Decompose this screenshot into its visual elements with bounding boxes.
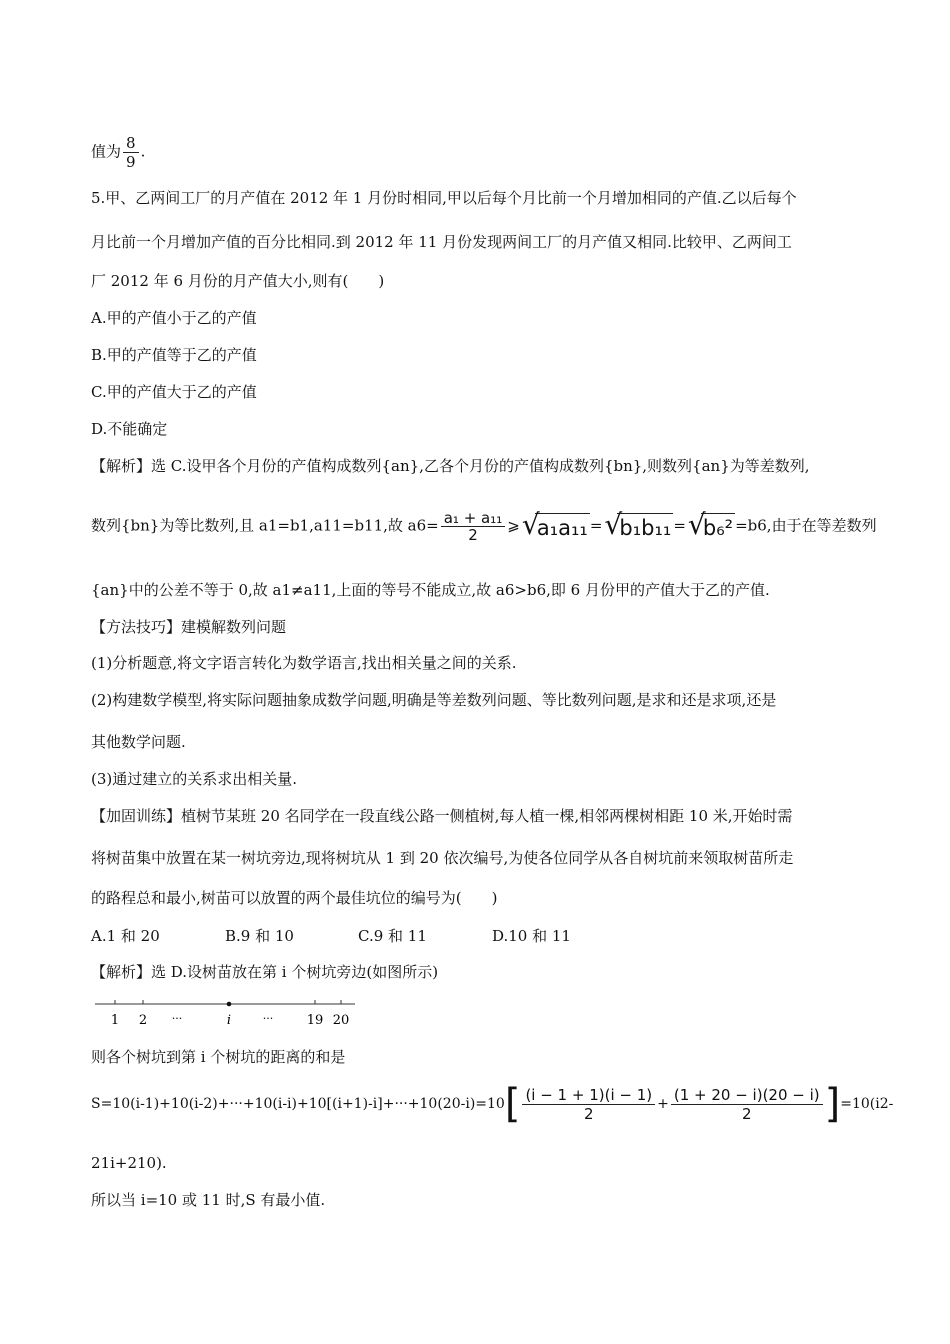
label-dots-right: ···: [262, 1012, 274, 1025]
q5-line-1: 5.甲、乙两间工厂的月产值在 2012 年 1 月份时相同,甲以后每个月比前一个月增加相同的产值.乙以后每个: [91, 189, 797, 207]
right-bracket: ]: [824, 1081, 841, 1127]
sqrt-b1b11: √ b₁b₁₁: [604, 508, 672, 541]
analysis2-line-2: 则各个树坑到第 i 个树坑的距离的和是: [91, 1048, 346, 1066]
analysis2-line-1: 【解析】选 D.设树苗放在第 i 个树坑旁边(如图所示): [91, 963, 439, 981]
q5-option-c: C.甲的产值大于乙的产值: [91, 383, 257, 401]
method-p2-line-2: 其他数学问题.: [91, 733, 186, 751]
left-bracket: [: [504, 1081, 521, 1127]
training-line-1: 【加固训练】植树节某班 20 名同学在一段直线公路一侧植树,每人植一棵,相邻两棵树相距 10 米,开始时需: [91, 807, 793, 825]
method-title: 【方法技巧】建模解数列问题: [91, 618, 287, 636]
fraction: $\frac{\text{a₁ + a₁₁}}{2}$: [441, 510, 506, 543]
training-option-d: D.10 和 11: [492, 927, 571, 945]
training-option-c: C.9 和 11: [358, 927, 427, 945]
number-line-figure: [93, 994, 363, 1030]
fraction-1: $\frac{(i - 1 + 1)(i - 1)}{2}$: [522, 1086, 655, 1123]
training-option-b: B.9 和 10: [225, 927, 294, 945]
training-line-2: 将树苗集中放置在某一树坑旁边,现将树坑从 1 到 20 依次编号,为使各位同学从各自树坑前来领取树苗所走: [91, 849, 794, 867]
formula-line: S=10(i-1)+10(i-2)+···+10(i-i)+10[(i+1)-i]+···+10(20-i)=10[ $\frac{(i - 1 + 1)(i - 1)}{2}$ + $\frac{(1 + 20 - i)(20 - i)}{2}$ ]=10(i2-: [91, 1081, 894, 1127]
q5-line-3: 厂 2012 年 6 月份的月产值大小,则有( ): [91, 272, 385, 290]
method-p2-line-1: (2)构建数学模型,将实际问题抽象成数学问题,明确是等差数列问题、等比数列问题,是求和还是求项,还是: [91, 691, 777, 709]
training-line-3: 的路程总和最小,树苗可以放置的两个最佳坑位的编号为( ): [91, 889, 498, 907]
method-p3: (3)通过建立的关系求出相关量.: [91, 770, 298, 788]
analysis1-line-3: {an}中的公差不等于 0,故 a1≠a11,上面的等号不能成立,故 a6>b6,即 6 月份甲的产值大于乙的产值.: [91, 581, 770, 599]
analysis1-line-1: 【解析】选 C.设甲各个月份的产值构成数列{an},乙各个月份的产值构成数列{bn},则数列{an}为等差数列,: [91, 457, 810, 475]
label-20: 20: [332, 1013, 350, 1028]
q5-option-a: A.甲的产值小于乙的产值: [91, 309, 257, 327]
top-line: 值为 $\frac{8}{9}$ .: [91, 134, 146, 171]
q5-line-2: 月比前一个月增加产值的百分比相同.到 2012 年 11 月份发现两间工厂的月产值又相同.比较甲、乙两间工: [91, 233, 792, 251]
label-19: 19: [306, 1013, 324, 1028]
point-i: [227, 1002, 232, 1007]
sqrt-a1a11: √ a₁a₁₁: [521, 508, 588, 541]
sqrt-b6-squared: √ b₆²: [687, 508, 734, 541]
label-1: 1: [110, 1013, 120, 1028]
formula-continuation: 21i+210).: [91, 1154, 167, 1172]
q5-option-b: B.甲的产值等于乙的产值: [91, 346, 257, 364]
method-p1: (1)分析题意,将文字语言转化为数学语言,找出相关量之间的关系.: [91, 654, 517, 672]
fraction: $\frac{8}{9}$: [123, 134, 139, 171]
label-2: 2: [138, 1013, 148, 1028]
conclusion: 所以当 i=10 或 11 时,S 有最小值.: [91, 1191, 326, 1209]
training-option-a: A.1 和 20: [91, 927, 160, 945]
analysis1-line-2: 数列{bn}为等比数列,且 a1=b1,a11=b11,故 a6= $\frac{\text{a₁ + a₁₁}}{2}$ ⩾ √ a₁a₁₁ = √ b₁b₁₁ = √ b₆² =b6,由于在等差数列: [91, 508, 877, 544]
q5-option-d: D.不能确定: [91, 420, 168, 438]
label-i: i: [226, 1013, 232, 1028]
fraction-2: $\frac{(1 + 20 - i)(20 - i)}{2}$: [671, 1086, 823, 1123]
label-dots-left: ···: [171, 1012, 183, 1025]
